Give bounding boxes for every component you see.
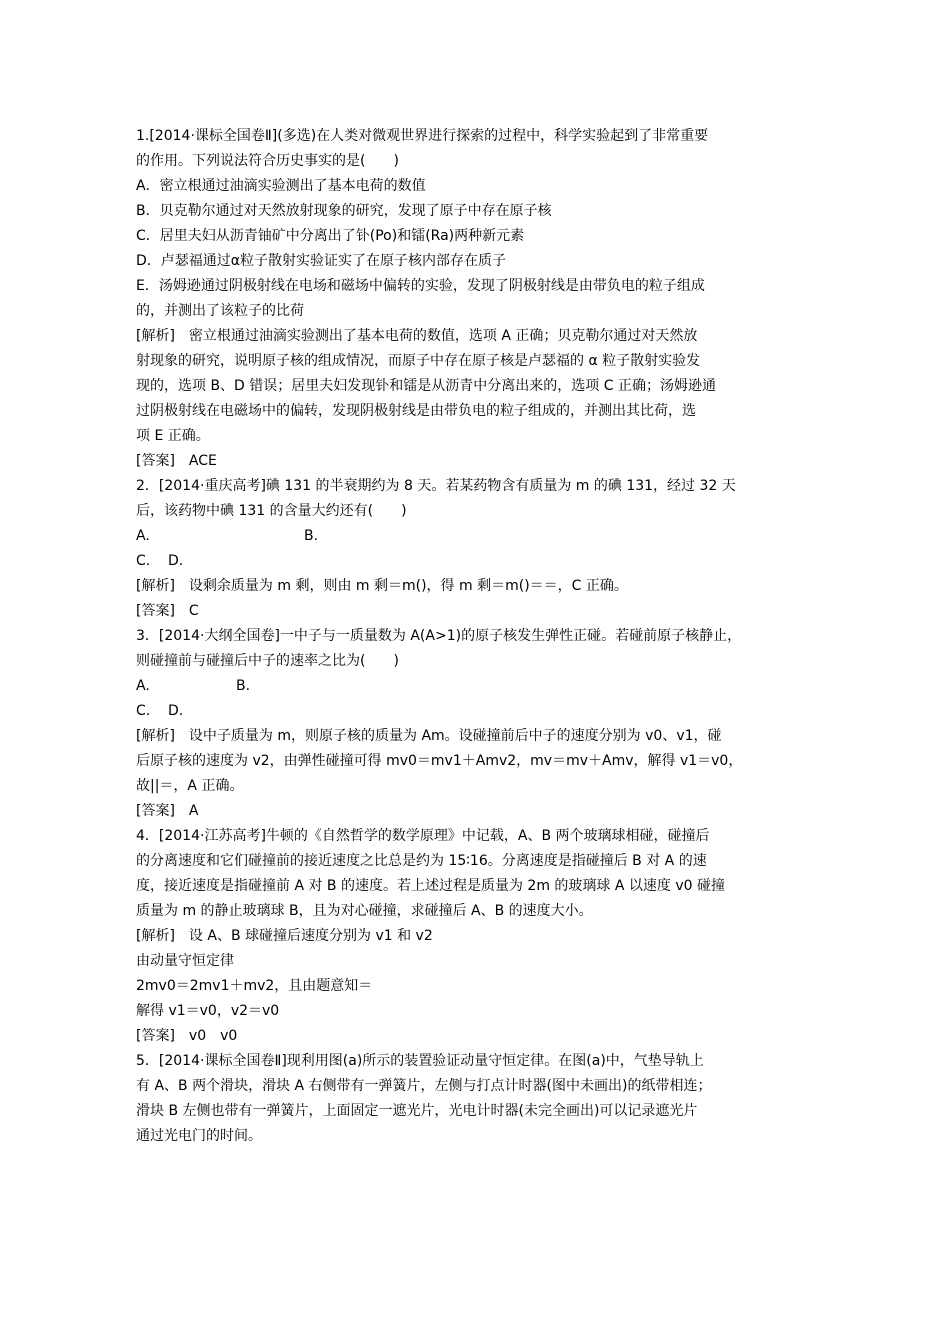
q1-option-b: B．贝克勒尔通过对天然放射现象的研究，发现了原子中存在原子核 <box>136 203 552 219</box>
q3-option-d: D. <box>168 703 184 719</box>
q3-options-row-2 <box>136 699 816 724</box>
q2-option-a: A. <box>136 528 150 544</box>
q1-analysis-line-2: 射现象的研究，说明原子核的组成情况，而原子中存在原子核是卢瑟福的 α 粒子散射实验发 <box>136 353 701 369</box>
q2-option-d: D. <box>168 553 184 569</box>
q2-analysis: [解析] 设剩余质量为 m 剩，则由 m 剩＝m()，得 m 剩＝m()＝＝，C 正确。 <box>136 578 628 594</box>
q3-option-a: A. <box>136 678 150 694</box>
q1-option-a: A．密立根通过油滴实验测出了基本电荷的数值 <box>136 178 426 194</box>
q5-stem-line-3: 滑块 B 左侧也带有一弹簧片，上面固定一遮光片，光电计时器(未完全画出)可以记录遮光片 <box>136 1103 698 1119</box>
q1-stem-line-1: 1.[2014·课标全国卷Ⅱ](多选)在人类对微观世界进行探索的过程中，科学实验起到了非常重要 <box>136 128 709 144</box>
q4-answer: [答案] v0 v0 <box>136 1028 238 1044</box>
q4-stem-line-2: 的分离速度和它们碰撞前的接近速度之比总是约为 15∶16。分离速度是指碰撞后 B 对 A 的速 <box>136 853 707 869</box>
q2-stem-line-1: 2．[2014·重庆高考]碘 131 的半衰期约为 8 天。若某药物含有质量为 m 的碘 131，经过 32 天 <box>136 478 736 494</box>
q2-answer: [答案] C <box>136 603 199 619</box>
q1-option-e-line-2: 的，并测出了该粒子的比荷 <box>136 303 304 319</box>
q4-stem-line-3: 度，接近速度是指碰撞前 A 对 B 的速度。若上述过程是质量为 2m 的玻璃球 A 以速度 v0 碰撞 <box>136 878 725 894</box>
q5-stem-line-2: 有 A、B 两个滑块，滑块 A 右侧带有一弹簧片，左侧与打点计时器(图中未画出)的纸带相连； <box>136 1078 712 1094</box>
q2-options-row-2 <box>136 549 816 574</box>
q1-option-d: D．卢瑟福通过α粒子散射实验证实了在原子核内部存在质子 <box>136 253 507 269</box>
q1-analysis-line-1: [解析] 密立根通过油滴实验测出了基本电荷的数值，选项 A 正确；贝克勒尔通过对天然放 <box>136 328 698 344</box>
q2-option-c: C. <box>136 553 151 569</box>
q1-analysis-line-4: 过阴极射线在电磁场中的偏转，发现阴极射线是由带负电的粒子组成的，并测出其比荷，选 <box>136 403 696 419</box>
q1-answer: [答案] ACE <box>136 453 217 469</box>
q1-option-e-line-1: E．汤姆逊通过阴极射线在电场和磁场中偏转的实验，发现了阴极射线是由带负电的粒子组成 <box>136 278 705 294</box>
q4-analysis-line-4: 解得 v1＝v0，v2＝v0 <box>136 1003 280 1019</box>
q5-stem-line-4: 通过光电门的时间。 <box>136 1128 262 1144</box>
q3-options-row-1 <box>136 674 816 699</box>
q3-stem-line-2: 则碰撞前与碰撞后中子的速率之比为( ) <box>136 653 399 669</box>
q4-stem-line-1: 4．[2014·江苏高考]牛顿的《自然哲学的数学原理》中记载，A、B 两个玻璃球相碰，碰撞后 <box>136 828 710 844</box>
q4-analysis-line-1: [解析] 设 A、B 球碰撞后速度分别为 v1 和 v2 <box>136 928 433 944</box>
q4-analysis-line-2: 由动量守恒定律 <box>136 953 234 969</box>
q1-stem-line-2: 的作用。下列说法符合历史事实的是( ) <box>136 153 399 169</box>
q3-option-b: B. <box>236 678 251 694</box>
q1-option-c: C．居里夫妇从沥青铀矿中分离出了钋(Po)和镭(Ra)两种新元素 <box>136 228 525 244</box>
q3-analysis-line-2: 后原子核的速度为 v2，由弹性碰撞可得 mv0＝mv1＋Amv2，mv＝mv＋Amv，解得 v1＝v0， <box>136 753 743 769</box>
q2-options-row-1 <box>136 524 816 549</box>
q5-stem-line-1: 5．[2014·课标全国卷Ⅱ]现利用图(a)所示的装置验证动量守恒定律。在图(a)中，气垫导轨上 <box>136 1053 704 1069</box>
q4-analysis-line-3: 2mv0＝2mv1＋mv2，且由题意知＝ <box>136 978 373 994</box>
q1-analysis-line-5: 项 E 正确。 <box>136 428 210 444</box>
q3-analysis-line-1: [解析] 设中子质量为 m，则原子核的质量为 Am。设碰撞前后中子的速度分别为 v0、v1，碰 <box>136 728 722 744</box>
q4-stem-line-4: 质量为 m 的静止玻璃球 B，且为对心碰撞，求碰撞后 A、B 的速度大小。 <box>136 903 593 919</box>
q2-option-b: B. <box>304 528 319 544</box>
q3-stem-line-1: 3．[2014·大纲全国卷]一中子与一质量数为 A(A>1)的原子核发生弹性正碰。若碰前原子核静止， <box>136 628 742 644</box>
q3-analysis-line-3: 故||＝，A 正确。 <box>136 778 244 794</box>
document-page <box>136 124 816 1149</box>
q3-answer: [答案] A <box>136 803 199 819</box>
q1-analysis-line-3: 现的，选项 B、D 错误；居里夫妇发现钋和镭是从沥青中分离出来的，选项 C 正确；汤姆逊通 <box>136 378 716 394</box>
q3-option-c: C. <box>136 703 151 719</box>
q2-stem-line-2: 后，该药物中碘 131 的含量大约还有( ) <box>136 503 407 519</box>
